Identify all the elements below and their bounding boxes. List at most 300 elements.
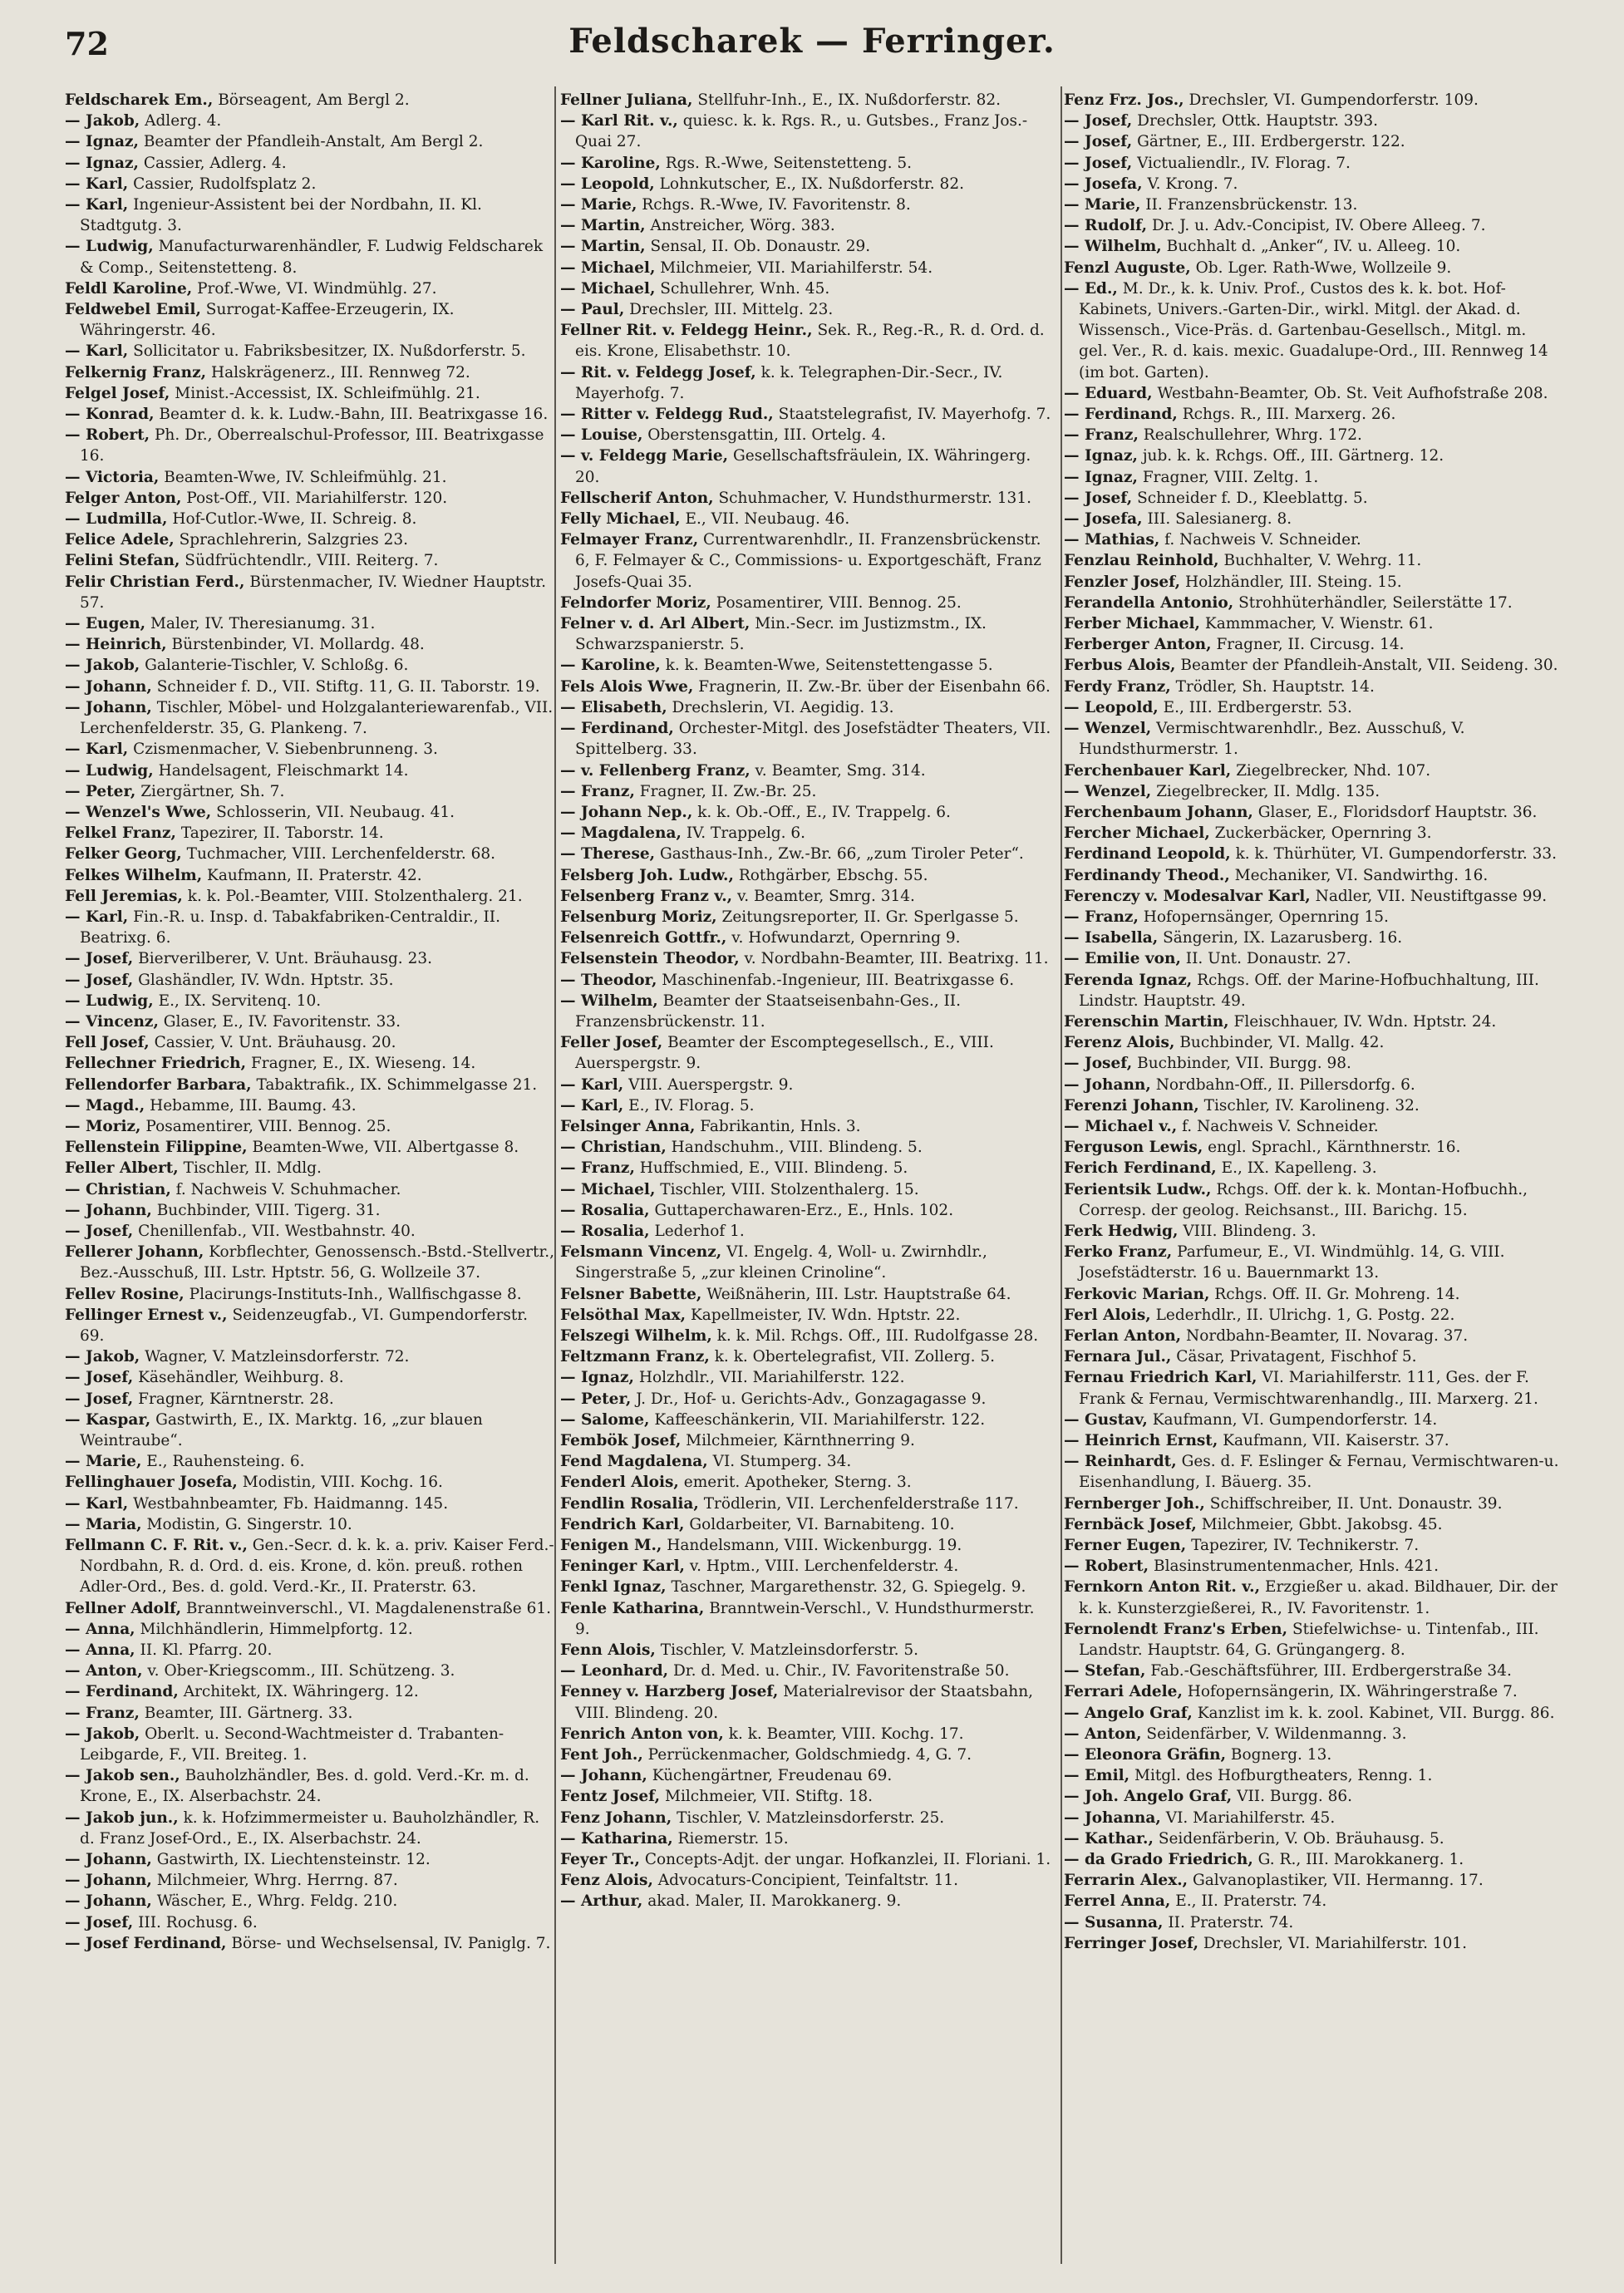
directory-entry: [1064, 404, 1559, 425]
entry-name: Felir Christian Ferd.,: [65, 573, 245, 591]
entry-details: Rchgs. Off. der k. k. Montan-Hofbuchh., Corresp. der geolog. Reichsanst., III. Barichg. 15.: [1079, 1180, 1528, 1219]
entry-details: E., III. Erdbergerstr. 53.: [1163, 698, 1352, 716]
directory-entry: [1064, 111, 1559, 131]
directory-entry: [65, 1912, 555, 1933]
entry-details: Nordbahn-Beamter, II. Novarag. 37.: [1186, 1326, 1469, 1345]
directory-entry: [1064, 1535, 1559, 1556]
directory-entry: [560, 425, 1052, 445]
entry-name: — Josef,: [1064, 133, 1133, 151]
entry-name: Fellner Rit. v. Feldegg Heinr.,: [560, 322, 813, 340]
directory-entry: [1064, 613, 1559, 634]
entry-name: — Karoline,: [560, 657, 661, 675]
entry-name: — Konrad,: [65, 406, 155, 424]
directory-entry: [65, 1808, 555, 1849]
entry-name: Fels Alois Wwe,: [560, 677, 694, 696]
entry-name: — Wilhelm,: [560, 992, 658, 1010]
entry-name: Felly Michael,: [560, 510, 681, 529]
directory-entry: [1064, 174, 1559, 194]
directory-entry: [65, 865, 555, 886]
entry-details: Küchengärtner, Freudenau 69.: [652, 1767, 893, 1785]
directory-entry: [65, 1410, 555, 1451]
entry-name: — Karl,: [65, 741, 129, 759]
directory-entry: [560, 1681, 1052, 1723]
entry-details: k. k. Hofzimmermeister u. Bauholzhändler, R. d. Franz Josef-Ord., E., IX. Alserbachstr. 24.: [80, 1808, 540, 1848]
entry-name: — Heinrich Ernst,: [1064, 1432, 1218, 1449]
entry-name: Fellerer Johann,: [65, 1243, 204, 1262]
entry-name: Ferenzi Johann,: [1064, 1096, 1199, 1115]
entry-name: Feltzmann Franz,: [560, 1348, 710, 1366]
entry-details: Fab.-Geschäftsführer, III. Erdbergerstraße 34.: [1150, 1662, 1512, 1680]
entry-name: Felkes Wilhelm,: [65, 866, 203, 884]
directory-entry: [1064, 131, 1559, 152]
directory-entry: [65, 1179, 555, 1200]
entry-name: — Johann,: [1064, 1075, 1151, 1094]
entry-name: — Franz,: [1064, 908, 1139, 926]
directory-entry: [1064, 194, 1559, 215]
directory-entry: [65, 1451, 555, 1472]
entry-name: — Robert,: [1064, 1557, 1149, 1576]
entry-name: — Victoria,: [65, 468, 160, 486]
entry-name: Ferenda Ignaz,: [1064, 971, 1193, 989]
entry-details: Seidenzeugfab., VI. Gumpendorferstr. 69.: [80, 1306, 528, 1345]
directory-entry: [1064, 529, 1559, 550]
entry-name: — Franz,: [560, 782, 635, 800]
directory-entry: [65, 1116, 555, 1137]
entry-name: — Joh. Angelo Graf,: [1064, 1788, 1233, 1806]
entry-details: II. Franzensbrückenstr. 13.: [1145, 196, 1358, 214]
entry-name: — Josef,: [65, 950, 134, 968]
entry-details: Milchhändlerin, Himmelpfortg. 12.: [140, 1620, 413, 1638]
directory-entry: [1064, 1577, 1559, 1618]
entry-name: — Anna,: [65, 1641, 135, 1660]
entry-details: Käsehändler, Weihburg. 8.: [138, 1369, 344, 1387]
entry-details: akad. Maler, II. Marokkanerg. 9.: [647, 1892, 902, 1911]
entry-details: Parfumeur, E., VI. Windmühlg. 14, G. VIII. Josefstädterstr. 16 u. Bauernmarkt 13.: [1079, 1243, 1505, 1282]
entry-details: Schneider f. D., VII. Stiftg. 11, G. II. Taborstr. 19.: [156, 677, 540, 696]
directory-entry: [560, 886, 1052, 907]
entry-name: Fenkl Ignaz,: [560, 1578, 667, 1597]
entry-details: Lohnkutscher, E., IX. Nußdorferstr. 82.: [659, 175, 964, 193]
directory-entry: [560, 258, 1052, 278]
entry-name: Fenderl Alois,: [560, 1474, 679, 1492]
entry-name: — v. Fellenberg Franz,: [560, 761, 750, 780]
entry-name: Ferkovic Marian,: [1064, 1285, 1210, 1303]
entry-name: — Michael,: [560, 258, 656, 277]
entry-name: — Rosalia,: [560, 1222, 650, 1240]
entry-details: Min.-Secr. im Justizmstm., IX. Schwarzspanierstr. 5.: [575, 615, 987, 654]
directory-entry: [65, 886, 555, 907]
entry-details: v. Beamter, Smrg. 314.: [737, 887, 915, 905]
entry-details: Glashändler, IV. Wdn. Hptstr. 35.: [138, 971, 394, 989]
entry-name: — Rosalia,: [560, 1201, 650, 1219]
entry-details: Riemerstr. 15.: [677, 1829, 789, 1848]
entry-name: Felndorfer Moriz,: [560, 593, 711, 612]
directory-entry: [560, 174, 1052, 194]
entry-details: Victualiendlr., IV. Florag. 7.: [1137, 154, 1351, 172]
directory-entry: [560, 153, 1052, 174]
entry-name: — Josef,: [1064, 489, 1133, 507]
directory-entry: [560, 1095, 1052, 1116]
entry-details: v. Hptm., VIII. Lerchenfelderstr. 4.: [689, 1557, 959, 1576]
entry-name: — Theodor,: [560, 971, 657, 989]
entry-details: Drechsler, VI. Gumpendorferstr. 109.: [1188, 91, 1479, 109]
column-1: [65, 90, 555, 2276]
entry-details: Tischler, V. Matzleinsdorferstr. 5.: [660, 1641, 919, 1660]
directory-entry: [1064, 1786, 1559, 1807]
directory-entry: [65, 404, 555, 425]
entry-name: — v. Feldegg Marie,: [560, 447, 729, 465]
directory-entry: [65, 1472, 555, 1493]
directory-entry: [1064, 1116, 1559, 1137]
entry-details: Schiffschreiber, II. Unt. Donaustr. 39.: [1209, 1494, 1503, 1513]
entry-name: — Kaspar,: [65, 1410, 151, 1429]
directory-entry: [1064, 760, 1559, 781]
entry-details: Trödlerin, VII. Lerchenfelderstraße 117.: [703, 1494, 1019, 1513]
entry-name: Felsenberg Franz v.,: [560, 887, 733, 905]
entry-details: Seidenfärberin, V. Ob. Bräuhausg. 5.: [1158, 1829, 1444, 1848]
entry-name: Felger Anton,: [65, 489, 182, 507]
entry-name: Fell Jeremias,: [65, 887, 183, 905]
entry-name: — Johann,: [65, 1851, 152, 1869]
entry-name: Felsenstein Theodor,: [560, 950, 740, 968]
entry-details: Tischler, VIII. Stolzenthalerg. 15.: [660, 1180, 919, 1198]
entry-name: — Eleonora Gräfin,: [1064, 1746, 1227, 1764]
entry-name: — Martin,: [560, 238, 646, 256]
entry-details: Architekt, IX. Währingerg. 12.: [183, 1683, 419, 1701]
directory-entry: [560, 1389, 1052, 1410]
entry-name: Fenigen M.,: [560, 1537, 662, 1555]
entry-details: Ziegelbrecker, II. Mdlg. 135.: [1156, 782, 1380, 800]
entry-name: Fernkorn Anton Rit. v.,: [1064, 1578, 1261, 1597]
entry-name: Ferlan Anton,: [1064, 1326, 1182, 1345]
directory-entry: [560, 1744, 1052, 1765]
entry-name: — Ignaz,: [560, 1369, 634, 1387]
directory-entry: [1064, 445, 1559, 466]
directory-entry: [1064, 865, 1559, 886]
directory-entry: [1064, 970, 1559, 1011]
entry-details: Fleischhauer, IV. Wdn. Hptstr. 24.: [1233, 1012, 1497, 1031]
directory-entry: [65, 1389, 555, 1410]
entry-name: Ferko Franz,: [1064, 1243, 1173, 1262]
entry-name: Ferchenbaum Johann,: [1064, 803, 1253, 821]
entry-details: Tischler, V. Matzleinsdorferstr. 25.: [677, 1808, 945, 1827]
directory-entry: [560, 1493, 1052, 1514]
entry-details: VI. Mariahilferstr. 111, Ges. der F. Frank & Fernau, Vermischtwarenhandlg., III. Marxerg. 21.: [1079, 1369, 1538, 1408]
entry-name: Fenz Frz. Jos.,: [1064, 91, 1184, 109]
entry-details: G. R., III. Marokkanerg. 1.: [1257, 1851, 1464, 1869]
entry-details: Modistin, VIII. Kochg. 16.: [242, 1474, 443, 1492]
entry-name: — Emil,: [1064, 1767, 1130, 1785]
entry-details: Westbahnbeamter, Fb. Haidmanng. 145.: [133, 1494, 449, 1513]
directory-entry: [1064, 1053, 1559, 1074]
entry-name: — Michael,: [560, 279, 656, 298]
entry-name: Felini Stefan,: [65, 552, 180, 570]
entry-name: Fernolendt Franz's Erben,: [1064, 1620, 1288, 1638]
entry-name: — Leonhard,: [560, 1662, 669, 1680]
entry-details: V. Krong. 7.: [1147, 175, 1238, 193]
entry-name: — Johanna,: [1064, 1808, 1161, 1827]
directory-entry: [560, 488, 1052, 509]
directory-entry: [560, 1849, 1052, 1870]
directory-entry: [65, 131, 555, 152]
entry-details: Glaser, E., Floridsdorf Hauptstr. 36.: [1257, 803, 1538, 821]
directory-entry: [65, 572, 555, 613]
directory-entry: [560, 1870, 1052, 1891]
directory-entry: [560, 1828, 1052, 1849]
entry-name: — Ludwig,: [65, 761, 154, 780]
entry-name: Feyer Tr.,: [560, 1851, 640, 1869]
directory-entry: [1064, 572, 1559, 593]
directory-entry: [560, 362, 1052, 404]
entry-details: Trödler, Sh. Hauptstr. 14.: [1175, 677, 1375, 696]
directory-entry: [1064, 278, 1559, 383]
entry-details: Fragner, II. Zw.-Br. 25.: [639, 782, 817, 800]
directory-entry: [560, 1724, 1052, 1744]
directory-entry: [560, 1577, 1052, 1597]
entry-details: Fin.-R. u. Insp. d. Tabakfabriken-Centraldir., II. Beatrixg. 6.: [80, 908, 500, 947]
entry-details: Ges. d. F. Eslinger & Fernau, Vermischtwaren-u. Eisenhandlung, I. Bäuerg. 35.: [1079, 1453, 1559, 1492]
directory-entry: [65, 1242, 555, 1283]
directory-entry: [65, 1137, 555, 1158]
entry-name: — Karl Rit. v.,: [560, 112, 678, 130]
directory-entry: [65, 362, 555, 383]
directory-entry: [560, 613, 1052, 655]
directory-entry: [560, 1346, 1052, 1367]
entry-details: Erzgießer u. akad. Bildhauer, Dir. der k. k. Kunsterzgießerei, R., IV. Favoritenstr. 1.: [1079, 1578, 1558, 1617]
directory-entry: [65, 1200, 555, 1221]
entry-name: Ferber Michael,: [1064, 615, 1200, 633]
entry-details: Buchbinder, VIII. Tigerg. 31.: [156, 1201, 381, 1219]
entry-name: — Franz,: [65, 1704, 140, 1722]
directory-entry: [560, 1075, 1052, 1095]
entry-details: II. Praterstr. 74.: [1168, 1913, 1294, 1931]
entry-name: — Paul,: [560, 301, 625, 319]
directory-entry: [560, 1137, 1052, 1158]
entry-details: Stellfuhr-Inh., E., IX. Nußdorferstr. 82.: [697, 91, 1001, 109]
entry-details: Mechaniker, VI. Sandwirthg. 16.: [1234, 866, 1489, 884]
entry-name: Ferberger Anton,: [1064, 636, 1212, 654]
entry-name: Fenzl Auguste,: [1064, 258, 1191, 277]
directory-entry: [1064, 90, 1559, 111]
entry-name: — Leopold,: [560, 175, 655, 193]
entry-details: Guttaperchawaren-Erz., E., Hnls. 102.: [654, 1201, 954, 1219]
entry-name: — Karl,: [65, 175, 129, 193]
entry-details: v. Ober-Kriegscomm., III. Schützeng. 3.: [147, 1662, 455, 1680]
entry-name: Fellev Rosine,: [65, 1285, 185, 1303]
entry-name: Ferk Hedwig,: [1064, 1222, 1179, 1240]
entry-name: — Emilie von,: [1064, 950, 1181, 968]
directory-entry: [65, 1598, 555, 1619]
directory-entry: [1064, 1828, 1559, 1849]
page-number: 72: [65, 25, 109, 62]
entry-name: — Michael v.,: [1064, 1117, 1178, 1135]
directory-entry: [1064, 907, 1559, 928]
directory-entry: [65, 1493, 555, 1514]
entry-details: Bürstenmacher, IV. Wiedner Hauptstr. 57.: [80, 573, 546, 612]
directory-entry: [65, 613, 555, 634]
entry-details: Fragner, Kärntnerstr. 28.: [138, 1390, 334, 1408]
directory-entry: [1064, 1095, 1559, 1116]
entry-name: Ferientsik Ludw.,: [1064, 1180, 1212, 1198]
entry-details: E., IX. Kapelleng. 3.: [1221, 1159, 1377, 1178]
entry-details: Milchmeier, VII. Mariahilferstr. 54.: [660, 258, 933, 277]
entry-details: Gastwirth, IX. Liechtensteinstr. 12.: [156, 1851, 431, 1869]
directory-entry: [65, 697, 555, 739]
entry-name: — Johann Nep.,: [560, 803, 693, 821]
entry-details: Beamter der Staatseisenbahn-Ges., II. Franzensbrückenstr. 11.: [575, 992, 961, 1031]
directory-entry: [65, 1681, 555, 1702]
directory-entry: [65, 1661, 555, 1681]
directory-entry: [65, 948, 555, 969]
entry-name: — Isabella,: [1064, 929, 1159, 947]
directory-entry: [1064, 1703, 1559, 1724]
directory-entry: [1064, 677, 1559, 697]
directory-entry: [560, 1221, 1052, 1242]
directory-entry: [560, 1032, 1052, 1074]
entry-name: — Magdalena,: [560, 824, 682, 843]
directory-entry: [65, 550, 555, 571]
entry-name: — Therese,: [560, 845, 656, 864]
entry-details: Zuckerbäcker, Opernring 3.: [1214, 824, 1432, 843]
entry-name: — Anton,: [1064, 1725, 1142, 1743]
entry-name: — Josef,: [1064, 112, 1133, 130]
directory-entry: [560, 1326, 1052, 1346]
directory-entry: [560, 760, 1052, 781]
entry-name: Fellner Adolf,: [65, 1599, 182, 1617]
directory-entry: [65, 383, 555, 404]
entry-name: Felkel Franz,: [65, 824, 176, 843]
entry-details: E., IX. Servitenq. 10.: [158, 992, 322, 1010]
directory-entry: [1064, 1410, 1559, 1430]
directory-entry: [560, 1514, 1052, 1535]
directory-entry: [560, 1640, 1052, 1661]
entry-name: — Josef,: [65, 971, 134, 989]
entry-details: Posamentirer, VIII. Bennog. 25.: [145, 1117, 391, 1135]
entry-details: M. Dr., k. k. Univ. Prof., Custos des k. k. bot. Hof-Kabinets, Univers.-Garten-Dir., wirkl. Mitgl. der Akad. d. Wissensch., Vice-Präs. d. Gartenbau-Gesellsch., Mitgl. m. gel. Ver., R. d. kais. mexic. Guadalupe-Ord., III. Rennweg 14 (im bot. Garten).: [1079, 279, 1548, 381]
entry-details: Branntweinverschl., VI. Magdalenenstraße 61.: [185, 1599, 551, 1617]
directory-entry: [65, 299, 555, 341]
entry-details: Fragner, II. Circusg. 14.: [1216, 636, 1405, 654]
entry-details: Schneider f. D., Kleeblattg. 5.: [1137, 489, 1368, 507]
entry-name: — Katharina,: [560, 1829, 673, 1848]
directory-entry: [65, 1891, 555, 1912]
entry-details: Tuchmacher, VIII. Lerchenfelderstr. 68.: [186, 845, 496, 864]
entry-details: II. Unt. Donaustr. 27.: [1185, 950, 1351, 968]
directory-entry: [1064, 1451, 1559, 1493]
entry-name: — Peter,: [560, 1390, 632, 1408]
entry-details: IV. Trappelg. 6.: [686, 824, 806, 843]
directory-entry: [560, 823, 1052, 844]
directory-entry: [560, 215, 1052, 236]
entry-details: v. Nordbahn-Beamter, III. Beatrixg. 11.: [744, 950, 1049, 968]
directory-entry: [1064, 1032, 1559, 1053]
directory-entry: [1064, 550, 1559, 571]
entry-details: Beamten-Wwe, VII. Albertgasse 8.: [252, 1139, 519, 1157]
entry-details: Westbahn-Beamter, Ob. St. Veit Aufhofstraße 208.: [1157, 384, 1548, 402]
entry-details: Rgs. R.-Wwe, Seitenstetteng. 5.: [665, 154, 913, 172]
directory-entry: [1064, 886, 1559, 907]
directory-entry: [1064, 1870, 1559, 1891]
directory-entry: [65, 529, 555, 550]
entry-name: — Angelo Graf,: [1064, 1704, 1193, 1722]
entry-details: Börse- und Wechselsensal, IV. Paniglg. 7.: [231, 1934, 551, 1952]
entry-name: Felsenreich Gottfr.,: [560, 929, 727, 947]
entry-details: k. k. Pol.-Beamter, VIII. Stolzenthalerg. 21.: [187, 887, 523, 905]
entry-name: Fercher Michael,: [1064, 824, 1210, 843]
entry-name: — Jakob jun.,: [65, 1808, 179, 1827]
entry-details: Bognerg. 13.: [1230, 1746, 1332, 1764]
directory-entry: [560, 1598, 1052, 1640]
directory-entry: [560, 1556, 1052, 1577]
directory-entry: [560, 1242, 1052, 1283]
entry-details: Stiefelwichse- u. Tintenfab., III. Landstr. Hauptstr. 64, G. Grüngangerg. 8.: [1079, 1620, 1539, 1660]
entry-name: — Marie,: [560, 196, 637, 214]
directory-entry: [1064, 655, 1559, 676]
directory-entry: [1064, 1765, 1559, 1786]
entry-name: Ferrarin Alex.,: [1064, 1872, 1188, 1890]
directory-entry: [1064, 634, 1559, 655]
entry-details: Taschner, Margarethenstr. 32, G. Spiegelg. 9.: [671, 1578, 1026, 1597]
entry-name: — Josef,: [1064, 1055, 1133, 1073]
entry-name: — Moriz,: [65, 1117, 141, 1135]
entry-name: Felsinger Anna,: [560, 1117, 696, 1135]
entry-details: Lederhdlr., II. Ulrichg. 1, G. Postg. 22.: [1155, 1306, 1455, 1324]
entry-name: Ferenczy v. Modesalvar Karl,: [1064, 887, 1311, 905]
entry-name: — Ignaz,: [1064, 447, 1138, 465]
directory-entry: [1064, 823, 1559, 844]
entry-details: Modistin, G. Singerstr. 10.: [146, 1515, 352, 1533]
entry-name: — Magd.,: [65, 1096, 145, 1115]
entry-name: — Ignaz,: [65, 133, 139, 151]
entry-name: — Maria,: [65, 1515, 142, 1533]
directory-entry: [65, 341, 555, 362]
directory-entry: [65, 194, 555, 236]
directory-entry: [1064, 1326, 1559, 1346]
entry-name: Felkernig Franz,: [65, 363, 207, 381]
directory-entry: [1064, 781, 1559, 802]
entry-details: Kaufmann, VI. Gumpendorferstr. 14.: [1152, 1410, 1438, 1429]
directory-entry: [1064, 153, 1559, 174]
directory-entry: [1064, 1430, 1559, 1451]
entry-name: — Christian,: [560, 1139, 667, 1157]
entry-details: Fragner, VIII. Zeltg. 1.: [1142, 468, 1319, 486]
entry-name: — Peter,: [65, 782, 136, 800]
entry-name: Fentz Josef,: [560, 1788, 661, 1806]
directory-entry: [65, 1724, 555, 1765]
entry-name: Ferringer Josef,: [1064, 1934, 1199, 1952]
directory-entry: [65, 174, 555, 194]
entry-details: v. Hofwundarzt, Opernring 9.: [731, 929, 961, 947]
entry-name: — Mathias,: [1064, 531, 1160, 549]
entry-details: Cassier, Rudolfsplatz 2.: [133, 175, 317, 193]
entry-details: Gasthaus-Inh., Zw.-Br. 66, „zum Tiroler Peter“.: [659, 845, 1024, 864]
entry-details: Tabaktrafik., IX. Schimmelgasse 21.: [256, 1075, 538, 1094]
entry-name: Fernau Friedrich Karl,: [1064, 1369, 1257, 1387]
directory-entry: [560, 1116, 1052, 1137]
entry-name: — Josef,: [65, 1913, 134, 1931]
entry-name: Fenrich Anton von,: [560, 1725, 724, 1743]
entry-name: Fembök Josef,: [560, 1432, 682, 1449]
entry-details: Beamter, III. Gärtnerg. 33.: [144, 1704, 353, 1722]
directory-entry: [1064, 1305, 1559, 1326]
entry-name: — Johann,: [65, 1872, 152, 1890]
directory-entry: [560, 529, 1052, 593]
entry-details: Kanzlist im k. k. zool. Kabinet, VII. Burgg. 86.: [1197, 1704, 1555, 1722]
entry-name: Fellscherif Anton,: [560, 489, 714, 507]
entry-name: Ferrari Adele,: [1064, 1683, 1183, 1701]
entry-name: Fenney v. Harzberg Josef,: [560, 1683, 779, 1701]
entry-details: Huffschmied, E., VIII. Blindeng. 5.: [639, 1159, 908, 1178]
